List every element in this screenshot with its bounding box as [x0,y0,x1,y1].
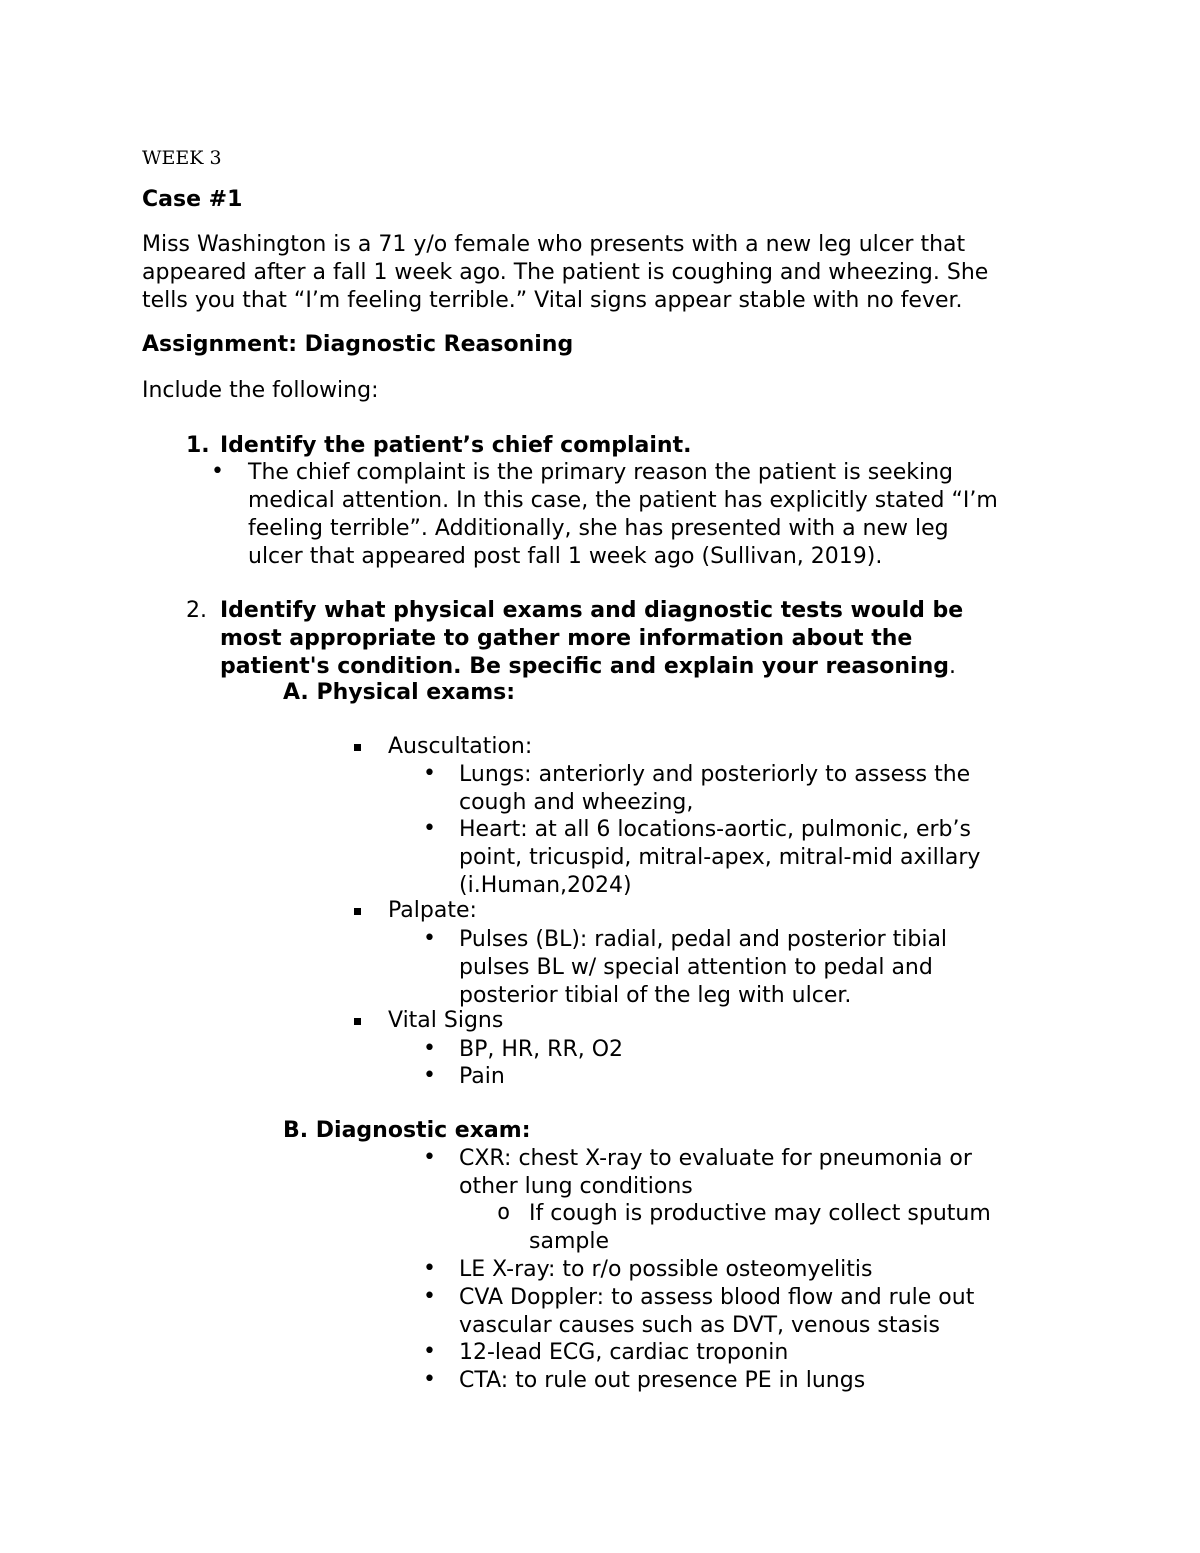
cta-item: CTA: to rule out presence PE in lungs [459,1368,866,1393]
intro-line: tells you that “I’m feeling terrible.” Vital signs appear stable with no fever. [142,288,963,313]
heart-line: (i.Human,2024) [459,873,632,898]
intro-line: appeared after a fall 1 week ago. The patient is coughing and wheezing. She [142,260,989,285]
case-title: Case #1 [142,187,243,212]
pulses-line: pulses BL w/ special attention to pedal and [459,955,933,980]
pulses-line: posterior tibial of the leg with ulcer. [459,983,852,1008]
cxr-line: other lung conditions [459,1174,693,1199]
q2-title [220,597,963,681]
ecg-item: 12-lead ECG, cardiac troponin [459,1340,789,1365]
auscultation-label: Auscultation: [388,734,533,759]
bullet-icon: • [423,1339,436,1364]
doppler-line: CVA Doppler: to assess blood flow and rule out [459,1285,975,1310]
q1-answer-line: ulcer that appeared post fall 1 week ago (Sullivan, 2019). [248,544,883,569]
bullet-icon: • [423,1284,436,1309]
heart-line: point, tricuspid, mitral-apex, mitral-mid axillary [459,845,981,870]
doppler-line: vascular causes such as DVT, venous stasis [459,1313,940,1338]
q1-answer-line: feeling terrible”. Additionally, she has presented with a new leg [248,516,949,541]
vitals-item: Pain [459,1064,505,1089]
q2-title-line: Identify what physical exams and diagnostic tests would be [220,598,964,623]
q1-answer [248,459,998,571]
q2-number: 2. [186,598,207,623]
q1-answer-line: The chief complaint is the primary reason the patient is seeking [248,460,953,485]
assignment-title: Assignment: Diagnostic Reasoning [142,332,574,357]
week-label: WEEK 3 [142,147,222,169]
q1-number: 1. [186,433,210,458]
circle-bullet-icon: o [497,1200,511,1225]
diagnostic-exam-heading: B. Diagnostic exam: [283,1118,531,1143]
palpate-label: Palpate: [388,898,477,923]
lungs-line: Lungs: anteriorly and posteriorly to assess the [459,762,971,787]
lungs-line: cough and wheezing, [459,790,694,815]
heart-line: Heart: at all 6 locations-aortic, pulmonic, erb’s [459,817,971,842]
square-bullet-icon [354,1018,361,1025]
bullet-icon: • [423,761,436,786]
lungs-item [459,761,970,817]
vital-signs-label: Vital Signs [388,1008,504,1033]
cxr-line: CXR: chest X-ray to evaluate for pneumonia or [459,1146,972,1171]
q1-title: Identify the patient’s chief complaint. [220,433,692,458]
bullet-icon: • [423,1036,436,1061]
bullet-icon: • [211,459,224,484]
sputum-item [529,1200,991,1256]
vitals-item: BP, HR, RR, O2 [459,1037,624,1062]
intro-line: Miss Washington is a 71 y/o female who presents with a new leg ulcer that [142,232,966,257]
sputum-line: If cough is productive may collect sputum [529,1201,991,1226]
cxr-item [459,1145,972,1201]
bullet-icon: • [423,816,436,841]
include-label: Include the following: [142,378,379,403]
bullet-icon: • [423,1145,436,1170]
bullet-icon: • [423,1063,436,1088]
bullet-icon: • [423,1256,436,1281]
pulses-line: Pulses (BL): radial, pedal and posterior tibial [459,927,948,952]
q2-title-line: patient's condition. Be specific and explain your reasoning. [220,654,956,679]
le-xray-item: LE X-ray: to r/o possible osteomyelitis [459,1257,873,1282]
bullet-icon: • [423,926,436,951]
sputum-line: sample [529,1229,609,1254]
heart-item [459,816,980,900]
pulses-item [459,926,947,1010]
q2-title-line: most appropriate to gather more information about the [220,626,913,651]
case-intro [142,231,988,315]
square-bullet-icon [354,744,361,751]
physical-exams-heading: A. Physical exams: [283,680,516,705]
doppler-item [459,1284,974,1340]
square-bullet-icon [354,908,361,915]
bullet-icon: • [423,1367,436,1392]
q1-answer-line: medical attention. In this case, the patient has explicitly stated “I’m [248,488,998,513]
